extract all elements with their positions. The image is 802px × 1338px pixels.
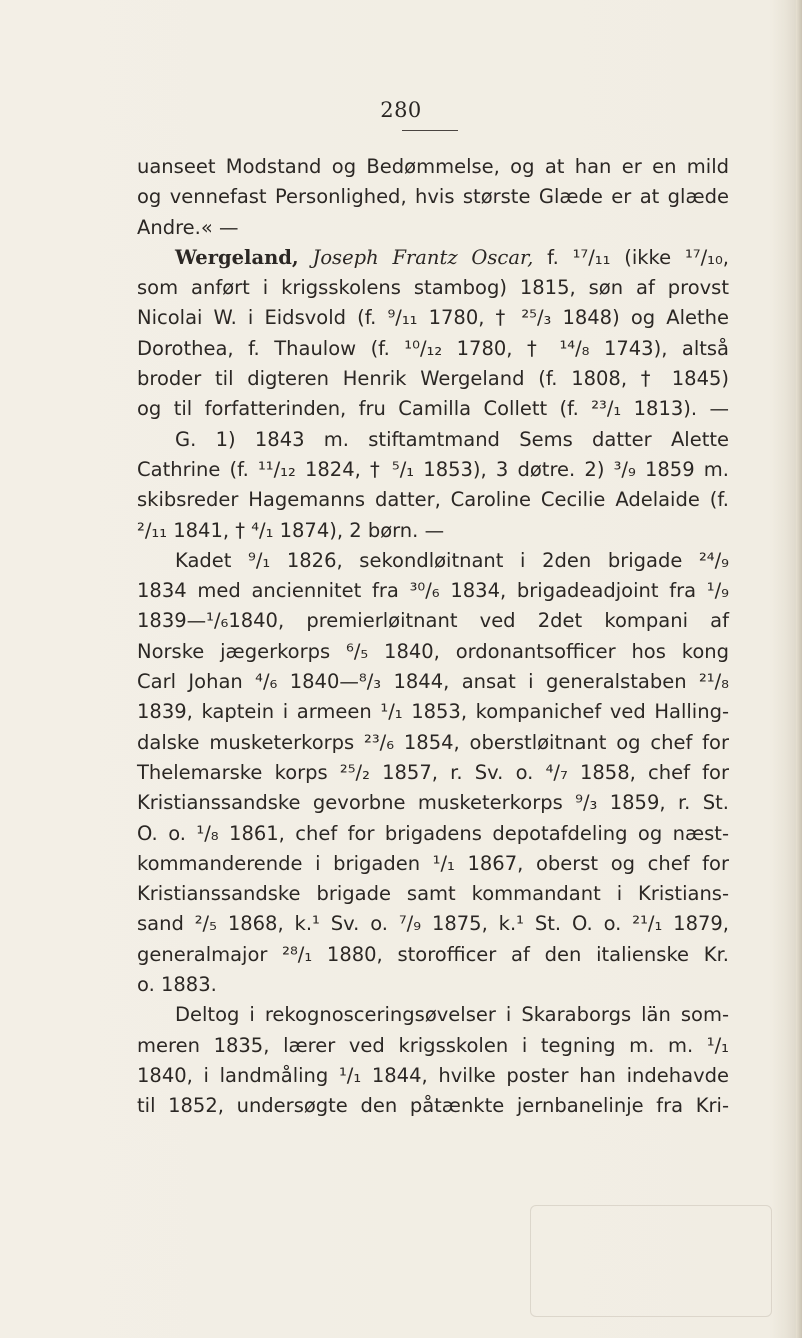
entry-given-names: Joseph Frantz Oscar, (312, 245, 534, 269)
text-line: Nicolai W. i Eidsvold (f. ⁹/₁₁ 1780, † ²⁵/₃ 1848) og Alethe (137, 306, 729, 330)
text-line: G. 1) 1843 m. stiftamtmand Sems datter Alette (175, 427, 729, 451)
text-line: meren 1835, lærer ved krigsskolen i tegning m. m. ¹/₁ (137, 1033, 729, 1057)
text-line: generalmajor ²⁸/₁ 1880, storofficer af den italienske Kr. (137, 942, 729, 966)
text-line: sand ²/₅ 1868, k.¹ Sv. o. ⁷/₉ 1875, k.¹ St. O. o. ²¹/₁ 1879, (137, 912, 729, 936)
text-line: Thelemarske korps ²⁵/₂ 1857, r. Sv. o. ⁴/₇ 1858, chef for (137, 760, 729, 784)
entry-heading-line (137, 243, 729, 273)
body-text (137, 152, 729, 1122)
text-line: Kristianssandske brigade samt kommandant i Kristians- (137, 882, 729, 906)
page-edge-shadow (796, 0, 802, 1338)
text-line: Deltog i rekognosceringsøvelser i Skaraborgs län som- (175, 1003, 729, 1027)
entry-surname: Wergeland, (175, 245, 299, 269)
text-line: 1834 med anciennitet fra ³⁰/₆ 1834, brigadeadjoint fra ¹/₉ (137, 579, 729, 603)
text-line: dalske musketerkorps ²³/₆ 1854, oberstløitnant og chef for (137, 730, 729, 754)
text-line: Kadet ⁹/₁ 1826, sekondløitnant i 2den brigade ²⁴/₉ (175, 548, 729, 572)
text-line: skibsreder Hagemanns datter, Caroline Cecilie Adelaide (f. (137, 488, 729, 512)
text-line: Norske jægerkorps ⁶/₅ 1840, ordonantsofficer hos kong (137, 639, 729, 663)
text-line: o. 1883. (137, 973, 217, 997)
entry-birth-date: f. ¹⁷/₁₁ (ikke ¹⁷/₁₀, (547, 245, 729, 269)
text-line: kommanderende i brigaden ¹/₁ 1867, oberst og chef for (137, 851, 729, 875)
text-line: til 1852, undersøgte den påtænkte jernbanelinje fra Kri- (137, 1094, 729, 1118)
text-line: broder til digteren Henrik Wergeland (f. 1808, † 1845) (137, 367, 729, 391)
text-line: 1839, kaptein i armeen ¹/₁ 1853, kompanichef ved Halling- (137, 700, 729, 724)
text-line: Kristianssandske gevorbne musketerkorps ⁹/₃ 1859, r. St. (137, 791, 729, 815)
text-line: O. o. ¹/₈ 1861, chef for brigadens depotafdeling og næst- (137, 821, 729, 845)
text-line: Cathrine (f. ¹¹/₁₂ 1824, † ⁵/₁ 1853), 3 døtre. 2) ³/₉ 1859 m. (137, 457, 729, 481)
paper-impression (530, 1205, 772, 1317)
text-line: Andre.« — (137, 215, 239, 239)
text-line: ²/₁₁ 1841, † ⁴/₁ 1874), 2 børn. — (137, 518, 445, 542)
text-line: uanseet Modstand og Bedømmelse, og at han er en mild (137, 155, 729, 178)
page-number: 280 (380, 98, 422, 122)
text-line: som anført i krigsskolens stambog) 1815, søn af provst (137, 276, 729, 300)
page-number-rule (402, 130, 458, 131)
text-line: og til forfatterinden, fru Camilla Collett (f. ²³/₁ 1813). — (137, 397, 729, 421)
text-line: Dorothea, f. Thaulow (f. ¹⁰/₁₂ 1780, † ¹⁴/₈ 1743), altså (137, 336, 729, 360)
text-line: og vennefast Personlighed, hvis største Glæde er at glæde (137, 185, 729, 209)
text-line: Carl Johan ⁴/₆ 1840—⁸/₃ 1844, ansat i generalstaben ²¹/₈ (137, 670, 729, 694)
text-line: 1839—¹/₆1840, premierløitnant ved 2det kompani af (137, 609, 729, 633)
text-line: 1840, i landmåling ¹/₁ 1844, hvilke poster han indehavde (137, 1063, 729, 1087)
